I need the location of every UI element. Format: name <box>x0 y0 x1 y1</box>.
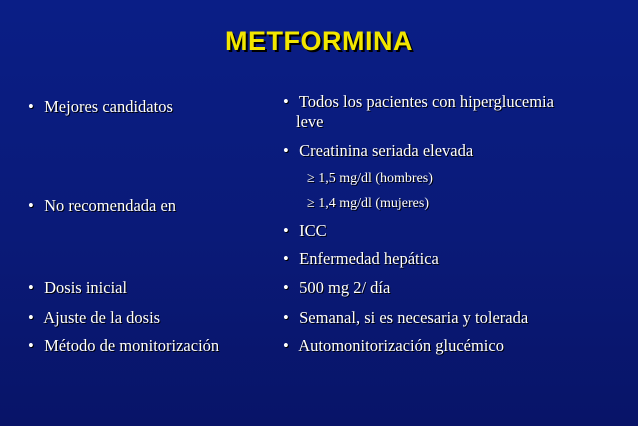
left-item-dose-adjustment <box>28 308 160 328</box>
bullet: • <box>283 221 289 240</box>
right-item-label: Automonitorización glucémico <box>298 336 504 355</box>
bullet: • <box>283 92 289 111</box>
left-item-monitoring <box>28 336 219 356</box>
bullet: • <box>28 196 34 215</box>
right-item-liver <box>283 249 439 269</box>
ge-symbol: ≥ <box>307 171 315 186</box>
right-item-creatinine <box>283 141 473 161</box>
ge-symbol: ≥ <box>307 196 315 211</box>
bullet: • <box>283 308 289 327</box>
right-item-label: Enfermedad hepática <box>299 249 439 268</box>
right-item-dose-adjustment <box>283 308 528 328</box>
right-subitem-label: 1,5 mg/dl (hombres) <box>318 171 433 186</box>
left-item-label: Mejores candidatos <box>44 97 173 116</box>
right-item-candidates <box>283 92 554 112</box>
right-item-label: ICC <box>299 221 327 240</box>
right-item-label: leve <box>296 112 324 131</box>
bullet: • <box>28 97 34 116</box>
right-item-label: Todos los pacientes con hiperglucemia <box>298 92 554 111</box>
right-item-icc <box>283 221 327 241</box>
bullet: • <box>283 141 289 160</box>
left-item-label: Método de monitorización <box>44 336 220 355</box>
right-subitem-creat-women <box>307 194 429 214</box>
left-item-label: No recomendada en <box>44 196 177 215</box>
right-item-label: Semanal, si es necesaria y tolerada <box>299 308 529 327</box>
bullet: • <box>283 336 289 355</box>
bullet: • <box>283 278 289 297</box>
left-item-label: Ajuste de la dosis <box>43 308 161 327</box>
right-subitem-creat-men <box>307 169 433 189</box>
right-item-candidates-cont <box>296 112 323 132</box>
bullet: • <box>28 336 34 355</box>
left-item-label: Dosis inicial <box>44 278 128 297</box>
left-item-initial-dose <box>28 278 127 298</box>
left-item-candidates <box>28 97 173 117</box>
slide-title: METFORMINA <box>225 26 413 56</box>
right-item-monitoring <box>283 336 504 356</box>
right-subitem-label: 1,4 mg/dl (mujeres) <box>318 196 429 211</box>
right-item-initial-dose <box>283 278 390 298</box>
bullet: • <box>283 249 289 268</box>
right-item-label: 500 mg 2/ día <box>299 278 391 297</box>
right-item-label: Creatinina seriada elevada <box>299 141 474 160</box>
bullet: • <box>28 278 34 297</box>
bullet: • <box>28 308 34 327</box>
left-item-not-recommended <box>28 196 176 216</box>
